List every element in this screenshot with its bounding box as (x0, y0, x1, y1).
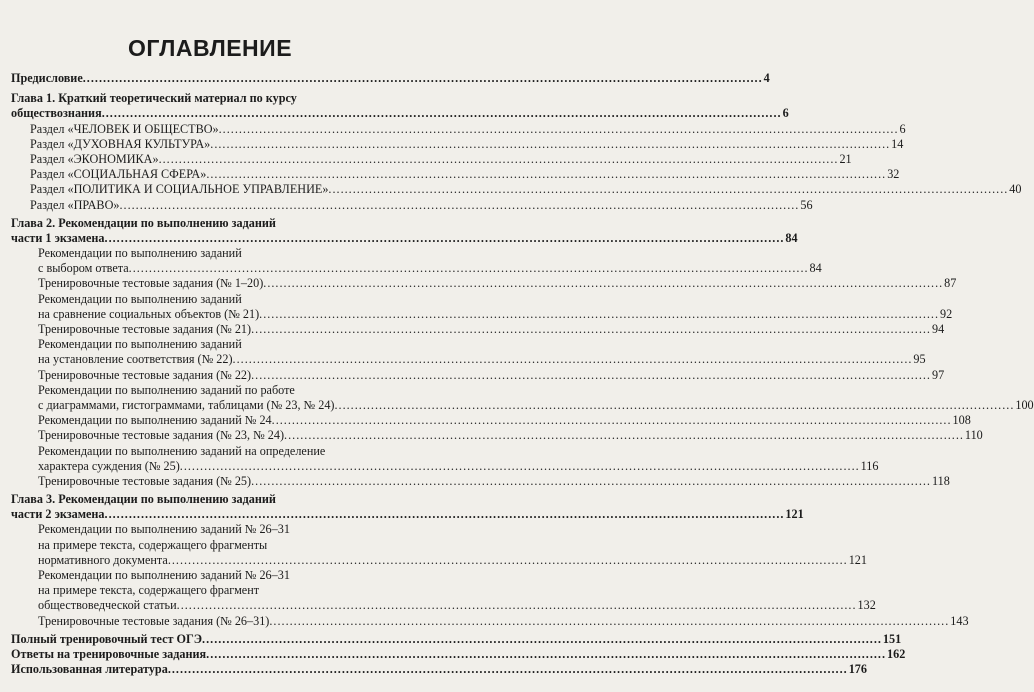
toc-item[interactable]: Тренировочные тестовые задания (№ 23, № 24) ..... 110 (11, 428, 408, 443)
toc-entry-page: 176 (848, 662, 867, 677)
toc-entry-page: 32 (887, 167, 900, 182)
toc-item[interactable]: Рекомендации по выполнению заданий (38, 246, 242, 261)
toc-entry-page: 100 (1015, 397, 1034, 412)
toc-chapter-3-cont[interactable]: части 2 экзамена ..... 121 (11, 507, 408, 522)
toc-item[interactable]: Тренировочные тестовые задания (№ 22) ..... 97 (11, 368, 408, 383)
toc-entry-preface[interactable] (11, 71, 770, 86)
toc-item[interactable]: нормативного документа ..... 121 (11, 553, 408, 568)
toc-entry-page: 108 (952, 413, 971, 428)
toc-section-economy[interactable]: Раздел «ЭКОНОМИКА» ..... 21 (11, 152, 408, 167)
toc-entry-page: 95 (913, 352, 926, 367)
toc-section-politics[interactable]: Раздел «ПОЛИТИКА И СОЦИАЛЬНОЕ УПРАВЛЕНИЕ» ..... 40 (11, 182, 408, 197)
toc-entry-page: 116 (860, 458, 879, 473)
toc-entry-full-test[interactable]: Полный тренировочный тест ОГЭ ..... 151 (11, 632, 408, 647)
toc-item[interactable]: с выбором ответа ..... 84 (11, 261, 408, 276)
toc-entry-page: 151 (882, 631, 902, 646)
toc-entry-page: 56 (800, 197, 813, 212)
toc-entry-page: 132 (857, 598, 876, 613)
toc-item[interactable]: характера суждения (№ 25) ..... 116 (11, 459, 408, 474)
toc-entry-title: Предисловие (11, 71, 83, 85)
toc-section-social-sphere[interactable]: Раздел «СОЦИАЛЬНАЯ СФЕРА» ..... 32 (11, 167, 408, 182)
toc-entry-page: 14 (891, 136, 904, 151)
toc-item[interactable]: Тренировочные тестовые задания (№ 21) ..... 94 (11, 322, 408, 337)
toc-item[interactable]: Рекомендации по выполнению заданий (38, 291, 242, 306)
toc-item[interactable]: на примере текста, содержащего фрагменты (38, 537, 268, 552)
toc-entry-page: 121 (785, 507, 804, 522)
toc-item[interactable]: обществоведческой статьи ..... 132 (11, 598, 408, 613)
toc-entry-title: Глава 1. Краткий теоретический материал по курсу (11, 91, 297, 106)
toc-entry-page: 94 (931, 322, 945, 336)
toc-item[interactable]: Рекомендации по выполнению заданий № 24 ..... 108 (11, 413, 408, 428)
toc-item[interactable]: Рекомендации по выполнению заданий на определение (38, 443, 326, 458)
toc-entry-page: 6 (899, 121, 906, 136)
toc-item[interactable]: на сравнение социальных объектов (№ 21) ..... 92 (11, 307, 408, 322)
toc-chapter-2[interactable]: Глава 2. Рекомендации по выполнению заданий (11, 215, 276, 230)
toc-section-spiritual-culture[interactable]: Раздел «ДУХОВНАЯ КУЛЬТУРА» ..... 14 (11, 137, 408, 152)
toc-entry-page: 97 (931, 367, 945, 382)
toc-chapter-3[interactable]: Глава 3. Рекомендации по выполнению заданий (11, 492, 276, 507)
toc-entry-page: 162 (887, 646, 906, 661)
toc-entry-page: 4 (763, 71, 770, 85)
toc-entry-bibliography[interactable]: Использованная литература ..... 176 (11, 662, 408, 677)
toc-item[interactable]: Рекомендации по выполнению заданий (38, 337, 242, 352)
toc-entry-page: 143 (950, 613, 969, 628)
toc-item[interactable]: Тренировочные тестовые задания (№ 25) ..... 118 (11, 474, 408, 489)
toc-entry-answers[interactable]: Ответы на тренировочные задания ..... 162 (11, 647, 408, 662)
toc-entry-page: 118 (931, 473, 950, 488)
table-of-contents (11, 71, 1034, 677)
toc-chapter-2-cont[interactable]: части 1 экзамена ..... 84 (11, 231, 408, 246)
toc-item[interactable]: Рекомендации по выполнению заданий по работе (38, 382, 295, 397)
toc-entry-page: 110 (964, 428, 983, 443)
toc-chapter-1[interactable] (11, 91, 408, 106)
toc-item[interactable]: с диаграммами, гистограммами, таблицами (№ 23, № 24) ..... 100 (11, 398, 408, 413)
page-title: ОГЛАВЛЕНИЕ (127, 35, 293, 61)
toc-entry-page: 84 (809, 261, 822, 276)
toc-item[interactable]: Тренировочные тестовые задания (№ 26–31) ..... 143 (11, 614, 408, 629)
toc-entry-page: 92 (940, 306, 953, 321)
toc-entry-page: 84 (785, 230, 798, 245)
toc-chapter-1-cont[interactable]: обществознания ..... 6 (11, 106, 408, 121)
toc-item[interactable]: Тренировочные тестовые задания (№ 1–20) ..... 87 (11, 276, 408, 291)
toc-item[interactable]: на примере текста, содержащего фрагмент (38, 583, 260, 598)
toc-entry-page: 21 (839, 151, 852, 166)
toc-entry-page: 6 (782, 106, 789, 121)
toc-entry-page: 40 (1009, 182, 1022, 197)
toc-section-person-society[interactable]: Раздел «ЧЕЛОВЕК И ОБЩЕСТВО» ..... 6 (11, 122, 408, 137)
toc-section-law[interactable]: Раздел «ПРАВО» ..... 56 (11, 198, 408, 213)
toc-item[interactable]: Рекомендации по выполнению заданий № 26–31 (38, 568, 290, 582)
toc-item[interactable]: Рекомендации по выполнению заданий № 26–31 (38, 522, 290, 537)
toc-item[interactable]: на установление соответствия (№ 22) ..... 95 (11, 352, 408, 367)
toc-entry-page: 121 (848, 552, 867, 567)
toc-entry-page: 87 (944, 276, 957, 291)
